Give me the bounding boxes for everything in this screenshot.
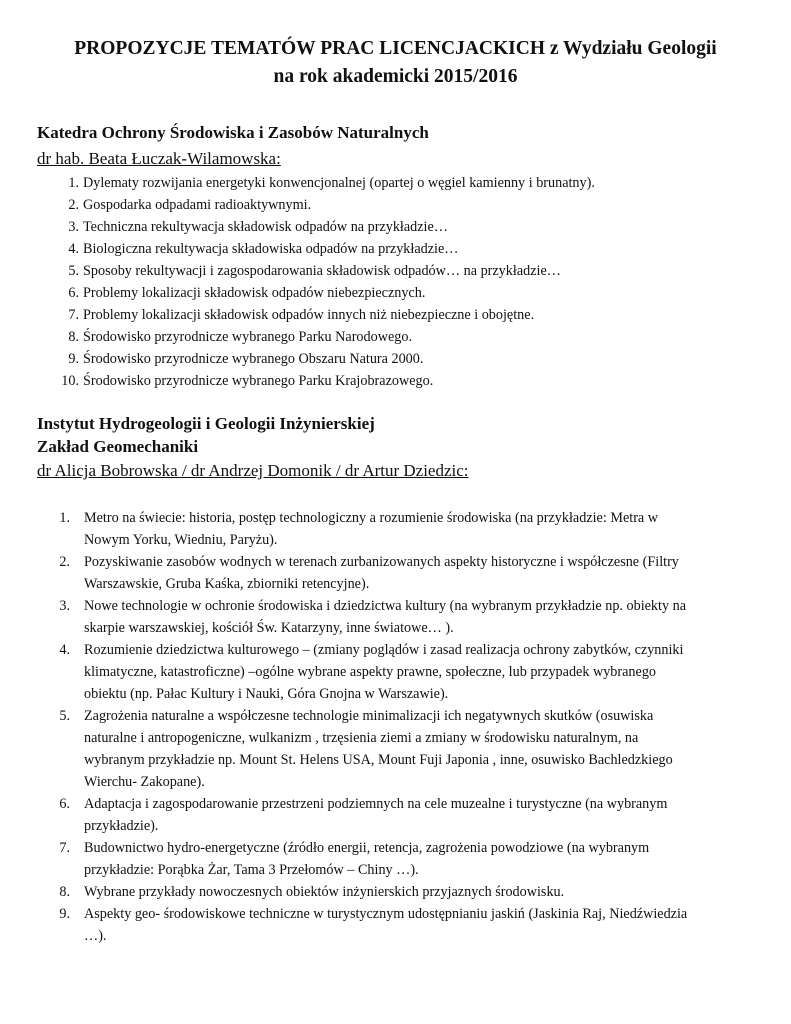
- list-item-text: Techniczna rekultywacja składowisk odpadów na przykładzie…: [83, 219, 448, 235]
- list-item-text-line: obiektu (np. Pałac Kultury i Nauki, Góra Gnojna w Warszawie).: [84, 686, 449, 702]
- list-item-text: Problemy lokalizacji składowisk odpadów innych niż niebezpieczne i obojętne.: [83, 307, 535, 323]
- list-item: [55, 260, 755, 282]
- list-item-number: 9.: [68, 351, 79, 367]
- list-item-text: Problemy lokalizacji składowisk odpadów niebezpiecznych.: [83, 285, 426, 301]
- list-item-text-line: wybranym przykładzie np. Mount St. Helens USA, Mount Fuji Japonia , inne, osuwisko Bachledzkiego: [84, 752, 673, 768]
- list-item: [55, 348, 755, 370]
- list-item: [55, 837, 755, 881]
- list-item: [55, 194, 755, 216]
- list-item-text-line: Nowym Yorku, Wiedniu, Paryżu).: [84, 532, 278, 548]
- list-item-text: Środowisko przyrodnicze wybranego Parku Narodowego.: [83, 329, 412, 345]
- list-item-number: 3.: [59, 598, 70, 614]
- section1-topic-list: [55, 172, 755, 392]
- list-item-text-line: Wierchu- Zakopane).: [84, 774, 205, 790]
- list-item: [55, 370, 755, 392]
- list-item: [55, 282, 755, 304]
- list-item-number: 6.: [68, 285, 79, 301]
- list-item-number: 7.: [59, 840, 70, 856]
- list-item: [55, 172, 755, 194]
- list-item-text-line: przykładzie).: [84, 818, 159, 834]
- list-item: [55, 705, 755, 793]
- list-item: [55, 238, 755, 260]
- section2-supervisors: dr Alicja Bobrowska / dr Andrzej Domonik / dr Artur Dziedzic:: [37, 461, 469, 480]
- list-item-number: 6.: [59, 796, 70, 812]
- list-item-number: 2.: [59, 554, 70, 570]
- list-item-text-line: Metro na świecie: historia, postęp technologiczny a rozumienie środowiska (na przykładzie: Metra w: [84, 510, 659, 526]
- list-item: [55, 903, 755, 947]
- document-title-line2: na rok akademicki 2015/2016: [273, 66, 518, 87]
- list-item-number: 4.: [68, 241, 79, 257]
- list-item-text: Gospodarka odpadami radioaktywnymi.: [83, 197, 312, 213]
- list-item: [55, 793, 755, 837]
- list-item-number: 1.: [68, 175, 79, 191]
- list-item-text: Środowisko przyrodnicze wybranego Parku Krajobrazowego.: [83, 373, 434, 389]
- list-item-number: 8.: [68, 329, 79, 345]
- list-item-text-line: Aspekty geo- środowiskowe techniczne w turystycznym udostępnianiu jaskiń (Jaskinia Raj, Niedźwiedzia: [84, 906, 688, 922]
- list-item-number: 9.: [59, 906, 70, 922]
- list-item-text-line: Nowe technologie w ochronie środowiska i dziedzictwa kultury (na wybranym przykładzie np. obiekty na: [84, 598, 686, 614]
- list-item-number: 2.: [68, 197, 79, 213]
- list-item-text-line: skarpie warszawskiej, kościół Św. Katarzyny, inne światowe… ).: [84, 620, 454, 636]
- list-item-number: 5.: [59, 708, 70, 724]
- list-item-text-line: Wybrane przykłady nowoczesnych obiektów inżynierskich przyjaznych środowisku.: [84, 884, 565, 900]
- list-item-text-line: naturalne i antropogeniczne, wulkanizm , trzęsienia ziemi a zmiany w środowisku naturalnym, na: [84, 730, 639, 746]
- list-item: [55, 326, 755, 348]
- list-item-text-line: Budownictwo hydro-energetyczne (źródło energii, retencja, zagrożenia powodziowe (na wybranym: [84, 840, 650, 856]
- list-item: [55, 507, 755, 551]
- list-item-text-line: klimatyczne, katastroficzne) –ogólne wybrane aspekty prawne, społeczne, lub przypadek wybranego: [84, 664, 657, 680]
- list-item-text-line: …).: [84, 928, 107, 944]
- list-item: [55, 639, 755, 705]
- document-title-line1: PROPOZYCJE TEMATÓW PRAC LICENCJACKICH z Wydziału Geologii: [74, 38, 717, 59]
- list-item: [55, 595, 755, 639]
- list-item-number: 1.: [59, 510, 70, 526]
- section2-topic-list: [55, 507, 755, 947]
- list-item: [55, 216, 755, 238]
- list-item-number: 4.: [59, 642, 70, 658]
- list-item-text-line: Rozumienie dziedzictwa kulturowego – (zmiany poglądów i zasad realizacja ochrony zabytków, czynniki: [84, 642, 684, 658]
- list-item-number: 7.: [68, 307, 79, 323]
- list-item-text-line: Pozyskiwanie zasobów wodnych w terenach zurbanizowanych aspekty historyczne i współczesne (Filtry: [84, 554, 679, 570]
- list-item-number: 5.: [68, 263, 79, 279]
- section1-heading: Katedra Ochrony Środowiska i Zasobów Naturalnych: [37, 123, 429, 142]
- list-item-text-line: przykładzie: Porąbka Żar, Tama 3 Przełomów – Chiny …).: [84, 862, 419, 878]
- list-item-text: Biologiczna rekultywacja składowiska odpadów na przykładzie…: [83, 241, 459, 257]
- list-item-number: 3.: [68, 219, 79, 235]
- list-item-number: 10.: [61, 373, 79, 389]
- section1-supervisor: dr hab. Beata Łuczak-Wilamowska:: [37, 149, 281, 168]
- list-item: [55, 304, 755, 326]
- list-item-text: Środowisko przyrodnicze wybranego Obszaru Natura 2000.: [83, 351, 424, 367]
- list-item-text-line: Adaptacja i zagospodarowanie przestrzeni podziemnych na cele muzealne i turystyczne (na wybranym: [84, 796, 668, 812]
- list-item: [55, 881, 755, 903]
- list-item-text: Sposoby rekultywacji i zagospodarowania składowisk odpadów… na przykładzie…: [83, 263, 561, 279]
- list-item-text-line: Zagrożenia naturalne a współczesne technologie minimalizacji ich negatywnych skutków (osuwiska: [84, 708, 654, 724]
- section2-heading-institute: Instytut Hydrogeologii i Geologii Inżynierskiej: [37, 414, 375, 433]
- list-item-text-line: Warszawskie, Gruba Kaśka, zbiorniki retencyjne).: [84, 576, 370, 592]
- section2-heading-department: Zakład Geomechaniki: [37, 437, 199, 456]
- list-item: [55, 551, 755, 595]
- list-item-number: 8.: [59, 884, 70, 900]
- list-item-text: Dylematy rozwijania energetyki konwencjonalnej (opartej o węgiel kamienny i brunatny).: [83, 175, 595, 191]
